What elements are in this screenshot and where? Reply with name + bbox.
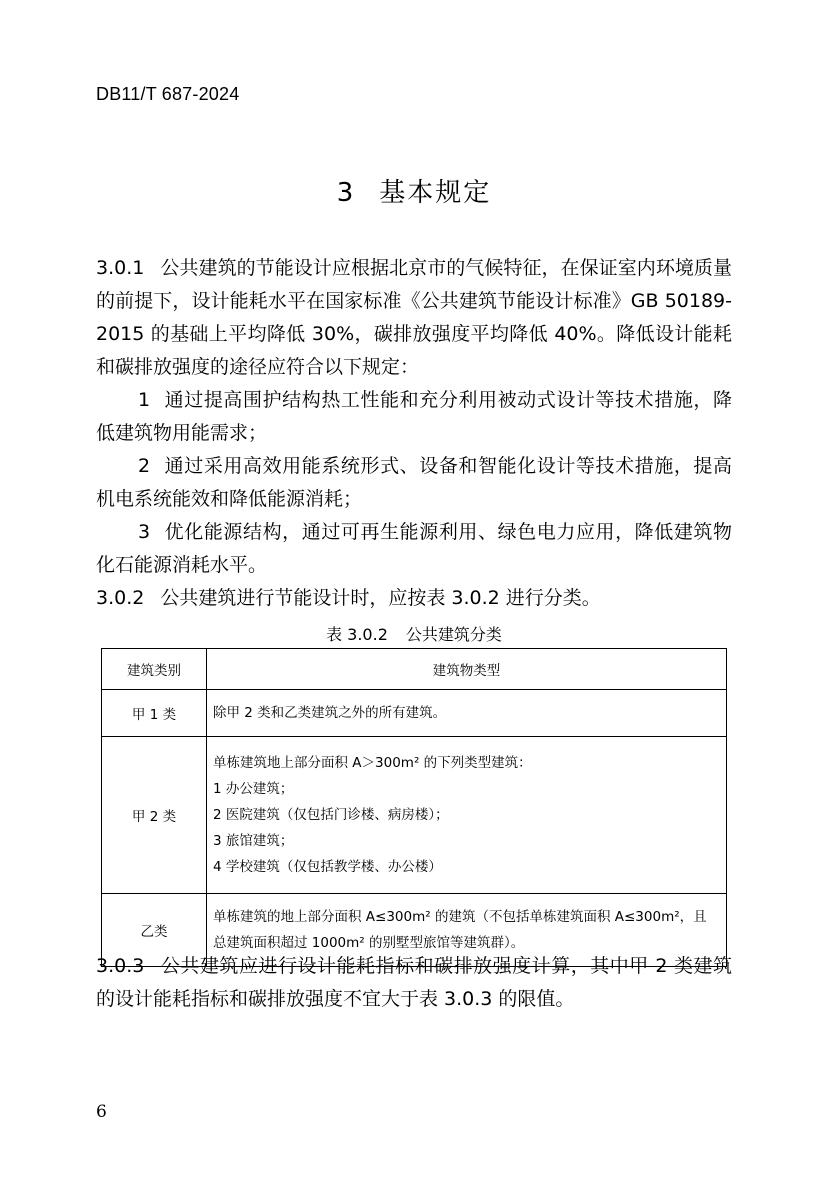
description-line: 1 办公建筑； (213, 781, 294, 797)
classification-table (101, 648, 727, 967)
description-line: 除甲 2 类和乙类建筑之外的所有建筑。 (213, 705, 447, 721)
description-line: 3 旅馆建筑； (213, 833, 294, 849)
clause-text: 公共建筑的节能设计应根据北京市的气候特征，在保证室内环境质量的前提下，设计能耗水平在国家标准《公共建筑节能设计标准》GB 50189-2015 的基础上平均降低 30%，碳排放强度平均降低 40%。降低设计能耗和碳排放强度的途径应符合以下规定： (96, 257, 732, 378)
header-category: 建筑类别 (102, 649, 207, 690)
table-row (102, 690, 727, 737)
list-item (96, 384, 732, 450)
item-number: 3 (138, 521, 151, 543)
header-building-type: 建筑物类型 (207, 649, 727, 690)
section-body (96, 252, 732, 615)
clause-3-0-2 (96, 582, 732, 615)
table-number: 表 3.0.2 (326, 625, 388, 644)
chapter-title-text: 基本规定 (379, 178, 492, 208)
description-line: 单栋建筑地上部分面积 A＞300m² 的下列类型建筑： (213, 755, 532, 771)
item-text: 通过提高围护结构热工性能和充分利用被动式设计等技术措施，降低建筑物用能需求； (96, 389, 732, 444)
description-line: 4 学校建筑（仅包括教学楼、办公楼） (213, 859, 442, 875)
description-line: 2 医院建筑（仅包括门诊楼、病房楼）； (213, 807, 449, 823)
category-cell: 甲 2 类 (102, 737, 207, 894)
clause-number: 3.0.2 (96, 587, 145, 609)
item-text: 通过采用高效用能系统形式、设备和智能化设计等技术措施，提高机电系统能效和降低能源消耗； (96, 455, 732, 510)
item-number: 2 (138, 455, 151, 477)
chapter-number: 3 (336, 178, 356, 208)
clause-text: 公共建筑应进行设计能耗指标和碳排放强度计算，其中甲 2 类建筑的设计能耗指标和碳排放强度不宜大于表 3.0.3 的限值。 (96, 955, 732, 1010)
table-header-row (102, 649, 727, 690)
clause-text: 公共建筑进行节能设计时，应按表 3.0.2 进行分类。 (160, 587, 601, 609)
page-number: 6 (96, 1102, 107, 1122)
section-body-continued (96, 950, 732, 1016)
category-cell: 乙类 (102, 894, 207, 967)
chapter-title (0, 172, 828, 209)
description-line: 单栋建筑的地上部分面积 A≤300m² 的建筑（不包括单栋建筑面积 A≤300m²，且总建筑面积超过 1000m² 的别墅型旅馆等建筑群）。 (213, 909, 707, 951)
table-title-text: 公共建筑分类 (405, 625, 502, 644)
category-cell: 甲 1 类 (102, 690, 207, 737)
clause-number: 3.0.3 (96, 955, 145, 977)
document-code: DB11/T 687-2024 (96, 84, 240, 104)
table-row (102, 737, 727, 894)
item-text: 优化能源结构，通过可再生能源利用、绿色电力应用，降低建筑物化石能源消耗水平。 (96, 521, 732, 576)
item-number: 1 (138, 389, 151, 411)
clause-number: 3.0.1 (96, 257, 145, 279)
list-item (96, 450, 732, 516)
table-caption (0, 622, 828, 645)
clause-3-0-1 (96, 252, 732, 384)
list-item (96, 516, 732, 582)
clause-3-0-3 (96, 950, 732, 1016)
description-cell (207, 737, 727, 894)
description-cell (207, 690, 727, 737)
